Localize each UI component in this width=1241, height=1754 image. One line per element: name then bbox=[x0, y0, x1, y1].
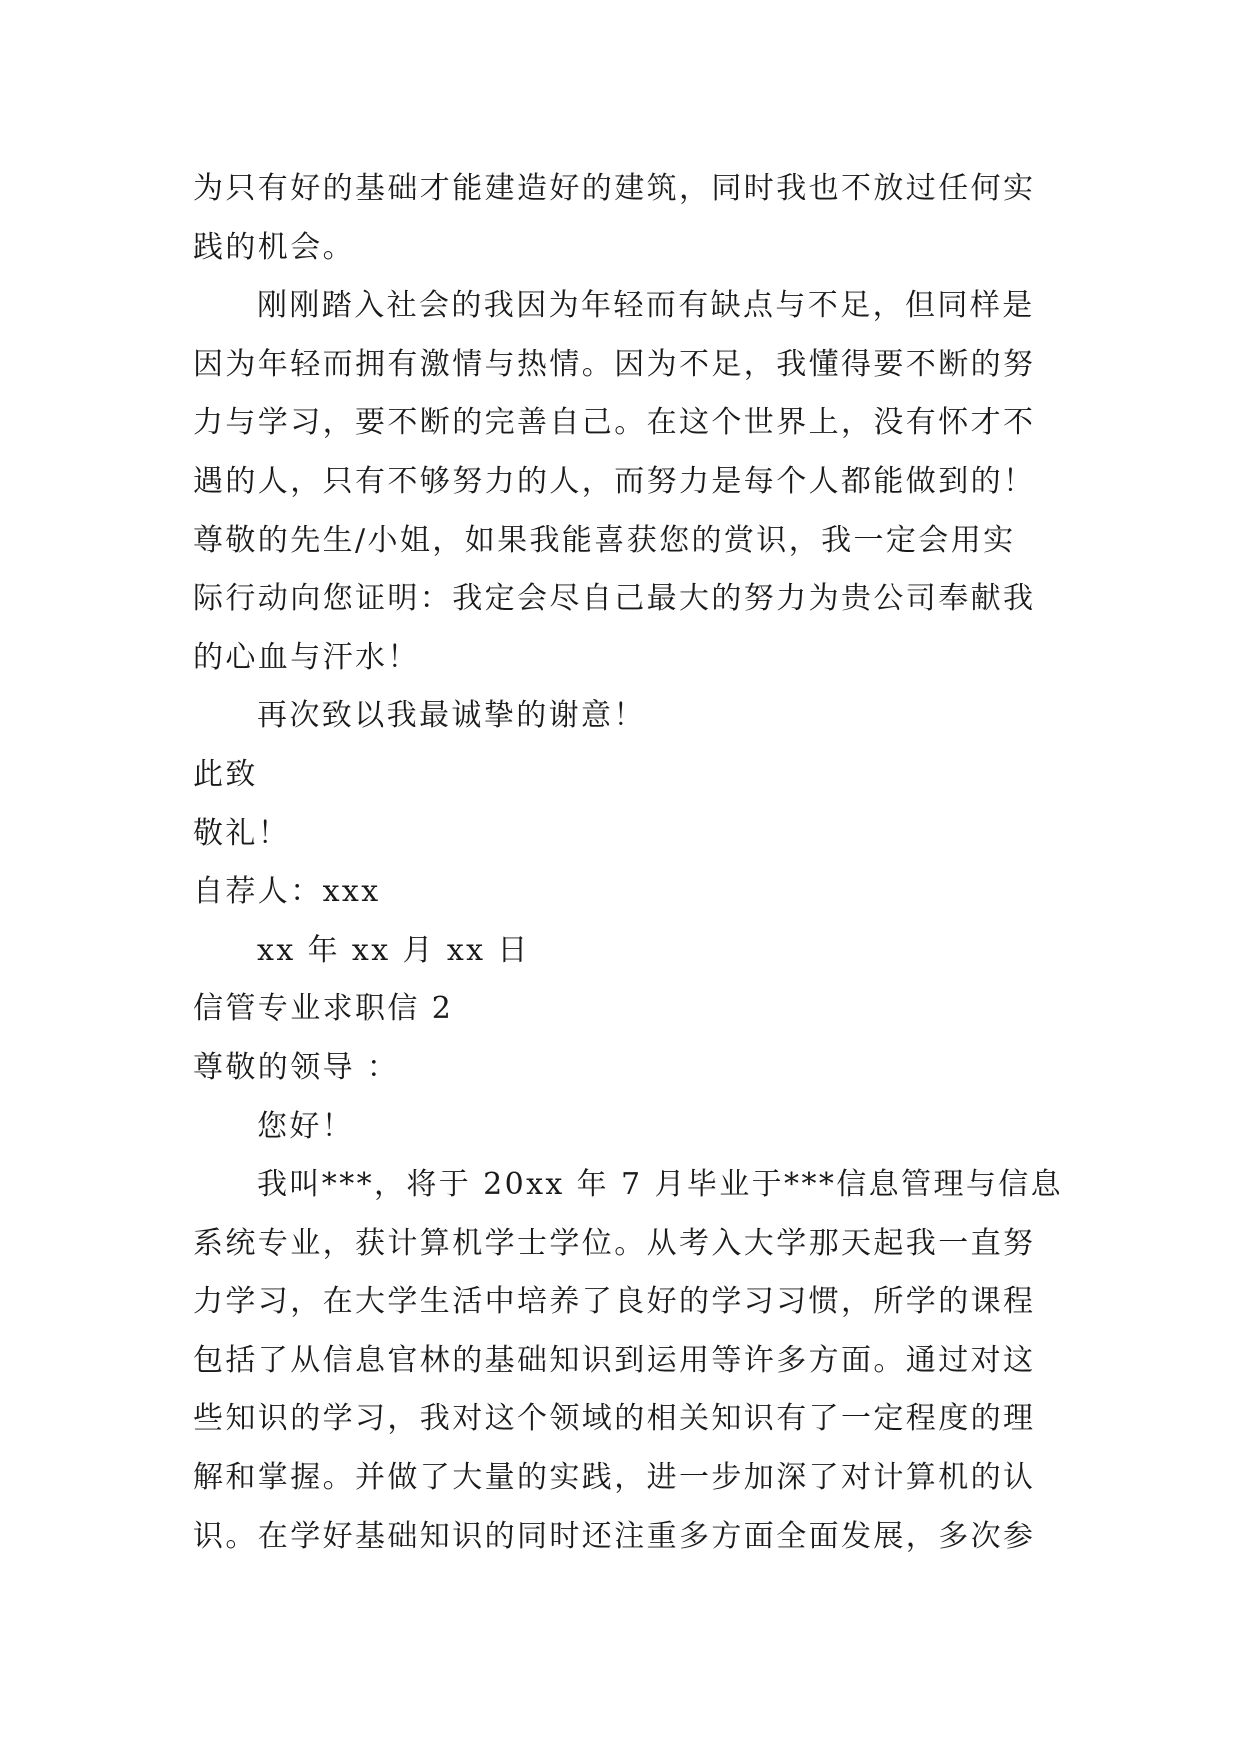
date-line: xx 年 xx 月 xx 日 bbox=[257, 932, 530, 968]
salutation-jingli: 敬礼！ bbox=[193, 815, 291, 851]
text-line: 刚刚踏入社会的我因为年轻而有缺点与不足，但同样是 bbox=[257, 288, 1035, 324]
greeting-recipient: 尊敬的领导 ： bbox=[193, 1049, 400, 1085]
text-line: 的心血与汗水！ bbox=[193, 639, 420, 675]
text-line: 因为年轻而拥有激情与热情。因为不足，我懂得要不断的努 bbox=[193, 346, 1036, 382]
text-line: 践的机会。 bbox=[193, 229, 355, 265]
signature-line: 自荐人：xxx bbox=[193, 874, 381, 910]
text-line: 遇的人，只有不够努力的人，而努力是每个人都能做到的！ bbox=[193, 463, 1036, 499]
text-line: 际行动向您证明：我定会尽自己最大的努力为贵公司奉献我 bbox=[193, 581, 1036, 617]
text-line: 我叫***，将于 20xx 年 7 月毕业于***信息管理与信息 bbox=[257, 1167, 1064, 1203]
text-line: 系统专业，获计算机学士学位。从考入大学那天起我一直努 bbox=[193, 1225, 1036, 1261]
text-line: 尊敬的先生/小姐，如果我能喜获您的赏识，我一定会用实 bbox=[193, 522, 1016, 558]
text-line: 识。在学好基础知识的同时还注重多方面全面发展，多次参 bbox=[193, 1518, 1036, 1554]
salutation-cizhi: 此致 bbox=[193, 756, 258, 792]
closing-thanks: 再次致以我最诚挚的谢意！ bbox=[257, 698, 646, 734]
greeting-hello: 您好！ bbox=[257, 1108, 355, 1144]
text-line: 为只有好的基础才能建造好的建筑，同时我也不放过任何实 bbox=[193, 171, 1036, 206]
text-line: 力学习，在大学生活中培养了良好的学习习惯，所学的课程 bbox=[193, 1284, 1036, 1320]
section-title: 信管专业求职信 2 bbox=[193, 991, 454, 1027]
text-line: 包括了从信息官林的基础知识到运用等许多方面。通过对这 bbox=[193, 1342, 1036, 1378]
text-line: 些知识的学习，我对这个领域的相关知识有了一定程度的理 bbox=[193, 1401, 1036, 1437]
text-line: 解和掌握。并做了大量的实践，进一步加深了对计算机的认 bbox=[193, 1460, 1036, 1496]
text-line: 力与学习，要不断的完善自己。在这个世界上，没有怀才不 bbox=[193, 405, 1036, 441]
letter-body bbox=[193, 160, 1064, 1566]
